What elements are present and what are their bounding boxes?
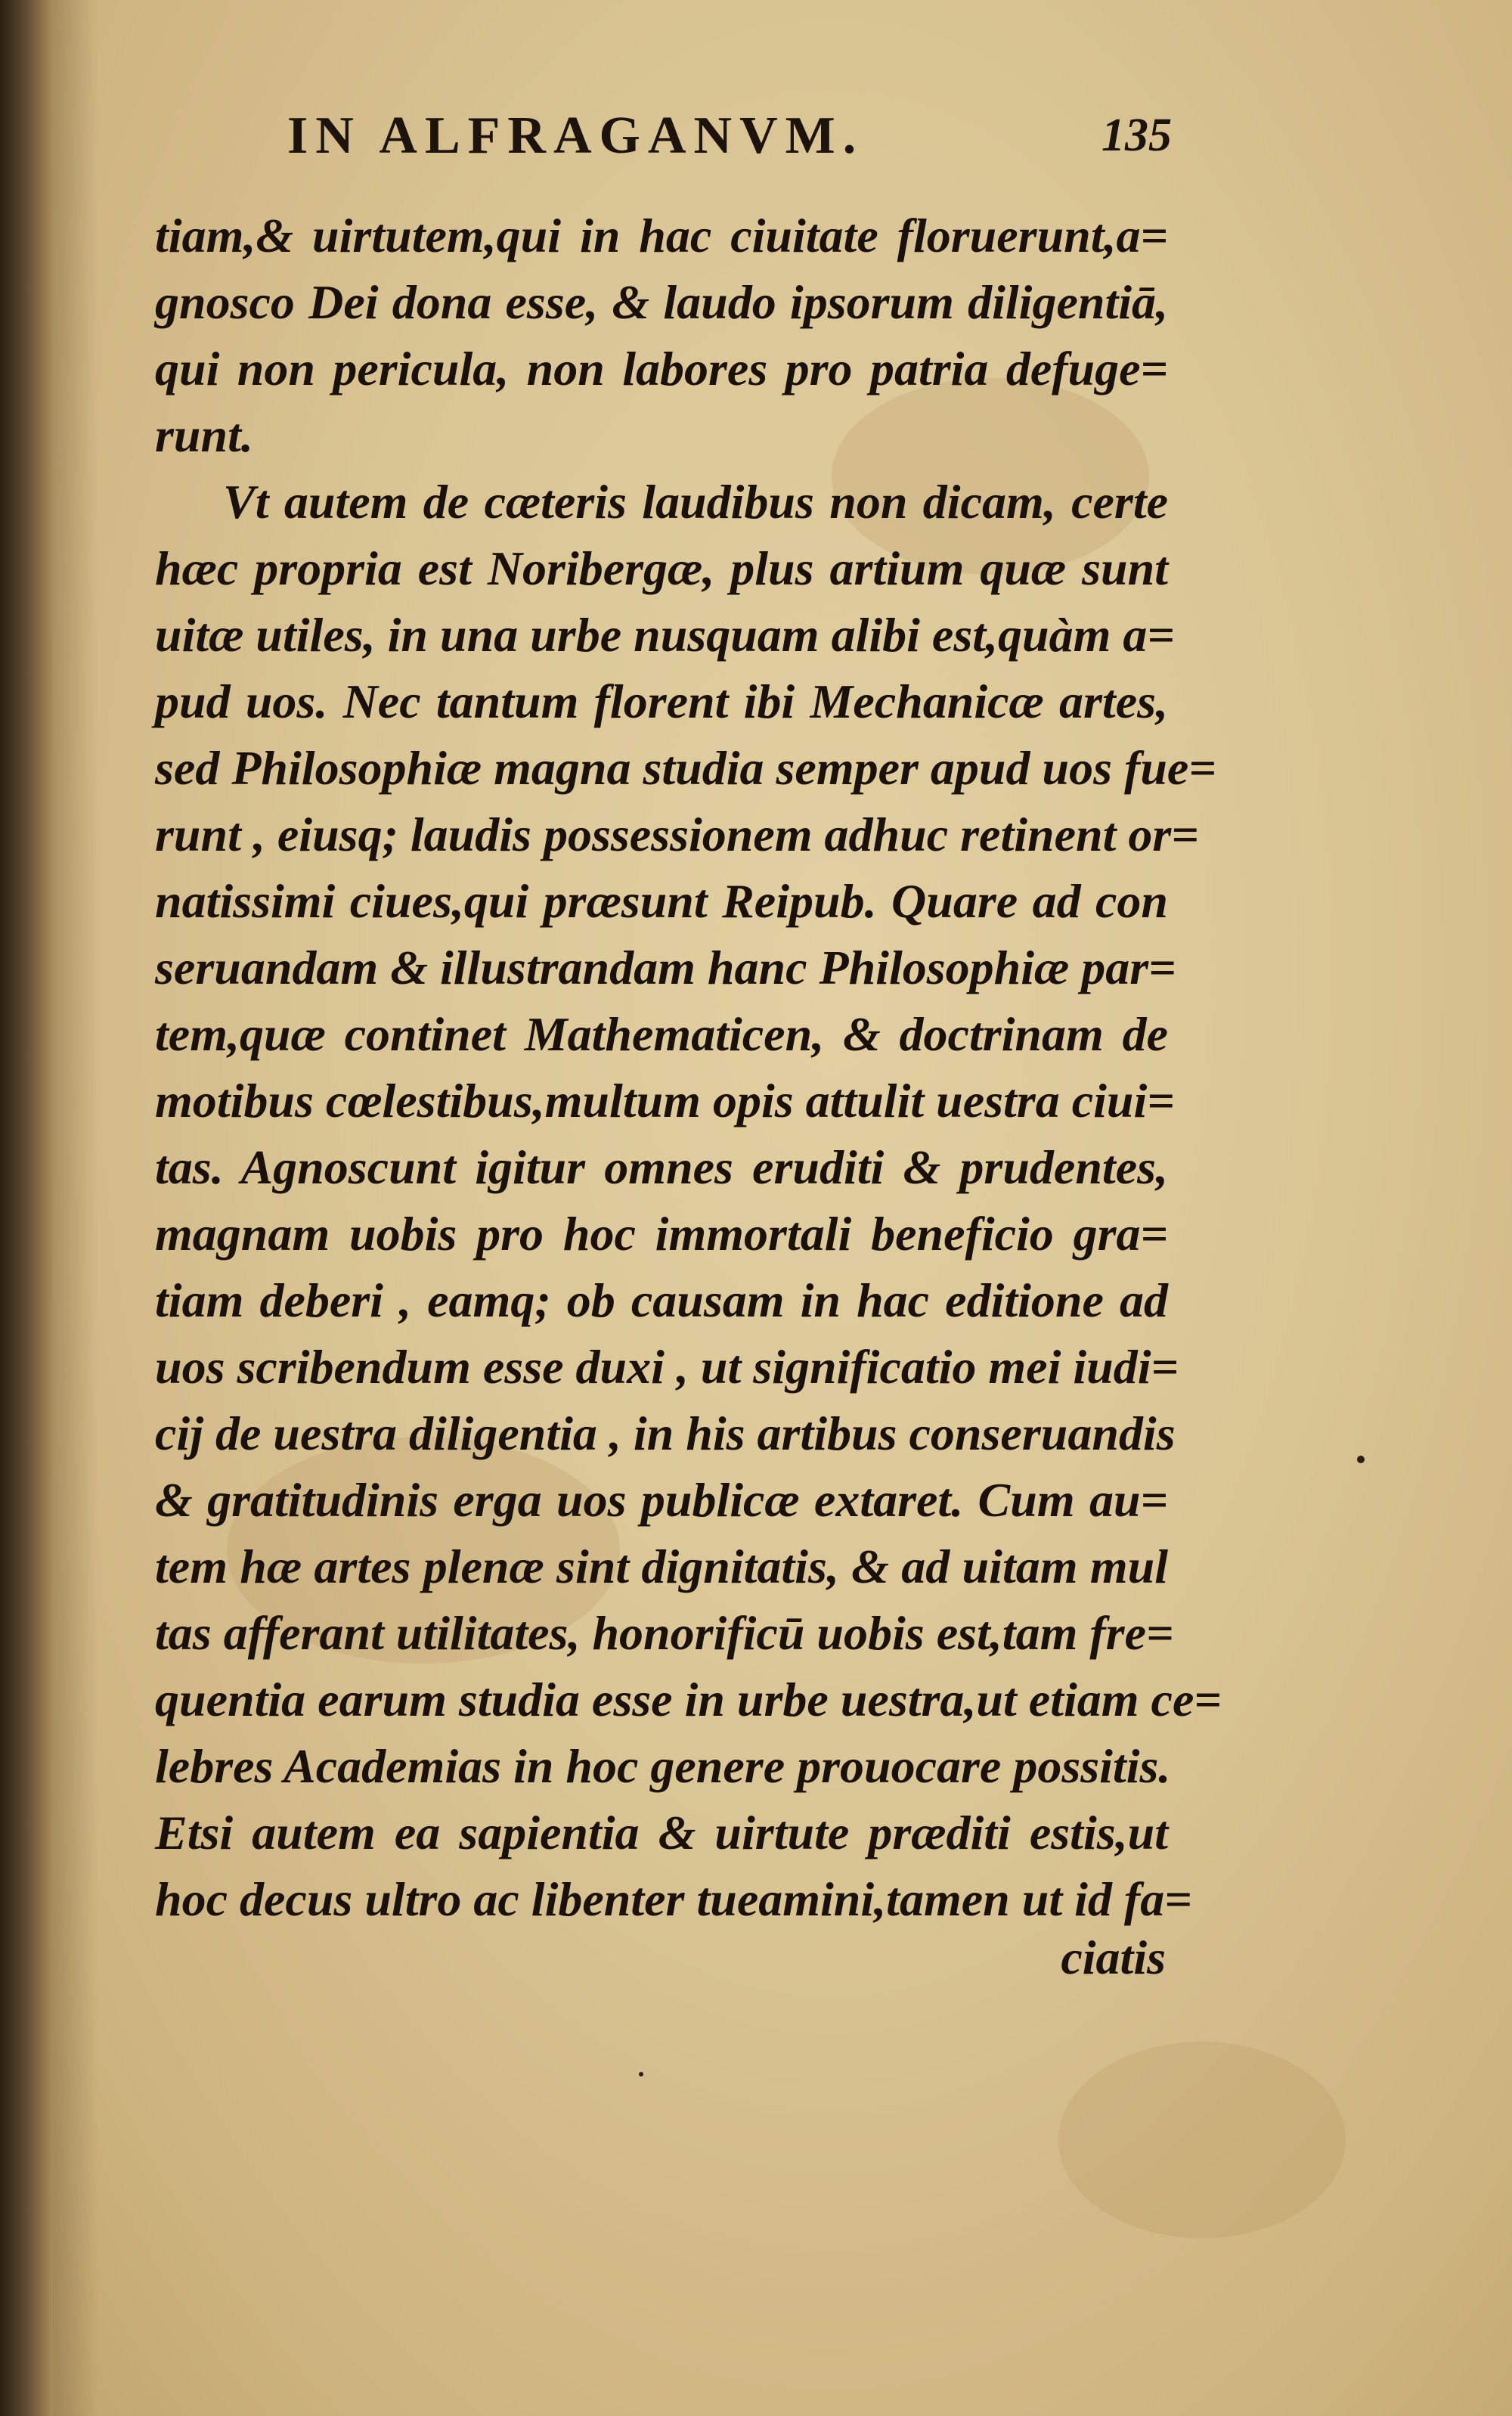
text-line: tem,quæ continet Mathematicen, & doctrinam de — [155, 1007, 1168, 1061]
text-line: Etsi autem ea sapientia & uirtute præditi estis,ut — [155, 1806, 1168, 1859]
text-line: gnosco Dei dona esse, & laudo ipsorum diligentiā, — [155, 275, 1168, 329]
text-line: hæc propria est Noribergæ, plus artium quæ sunt — [155, 541, 1168, 595]
text-line: magnam uobis pro hoc immortali beneficio gra= — [155, 1207, 1168, 1261]
book-gutter — [0, 0, 53, 2416]
text-line: motibus cœlestibus,multum opis attulit uestra ciui= — [155, 1074, 1175, 1127]
text-line: runt , eiusq; laudis possessionem adhuc retinent or= — [155, 808, 1199, 861]
text-line: runt. — [155, 408, 253, 462]
text-line: uos scribendum esse duxi , ut significatio mei iudi= — [155, 1340, 1179, 1394]
text-line: tiam deberi , eamq; ob causam in hac editione ad — [155, 1273, 1168, 1327]
text-line: cij de uestra diligentia , in his artibus conseruandis — [155, 1406, 1176, 1460]
text-line: lebres Academias in hoc genere prouocare possitis. — [155, 1739, 1171, 1793]
text-line: & gratitudinis erga uos publicæ extaret. Cum au= — [155, 1473, 1168, 1527]
running-title: IN ALFRAGANVM. — [287, 107, 864, 165]
body-text — [155, 203, 1222, 1933]
text-line: qui non pericula, non labores pro patria defuge= — [155, 342, 1168, 395]
page-shadow — [53, 0, 98, 2416]
text-line: pud uos. Nec tantum florent ibi Mechanicæ artes, — [155, 675, 1168, 728]
text-line: tiam,& uirtutem,qui in hac ciuitate floruerunt,a= — [155, 209, 1168, 262]
paper-stain — [1058, 2042, 1346, 2238]
catchword: ciatis — [1061, 1931, 1166, 1984]
text-line: tas afferant utilitates, honorificū uobis est,tam fre= — [155, 1606, 1174, 1660]
text-line: uitæ utiles, in una urbe nusquam alibi est,quàm a= — [155, 608, 1175, 662]
page-header — [287, 106, 1172, 174]
text-line: hoc decus ultro ac libenter tueamini,tamen ut id fa= — [155, 1872, 1192, 1926]
text-line: sed Philosophiæ magna studia semper apud uos fue= — [155, 741, 1216, 795]
text-line: tem hæ artes plenæ sint dignitatis, & ad uitam mul — [155, 1540, 1168, 1593]
page-number: 135 — [1101, 110, 1172, 161]
text-line: Vt autem de cæteris laudibus non dicam, certe — [223, 475, 1168, 529]
text-line: quentia earum studia esse in urbe uestra,ut etiam ce= — [155, 1673, 1222, 1726]
ink-speck — [639, 2072, 643, 2076]
text-line: natissimi ciues,qui præsunt Reipub. Quare ad con — [155, 874, 1168, 928]
text-line: tas. Agnoscunt igitur omnes eruditi & prudentes, — [155, 1140, 1168, 1194]
text-line: seruandam & illustrandam hanc Philosophiæ par= — [155, 941, 1176, 994]
ink-speck — [1357, 1456, 1365, 1463]
